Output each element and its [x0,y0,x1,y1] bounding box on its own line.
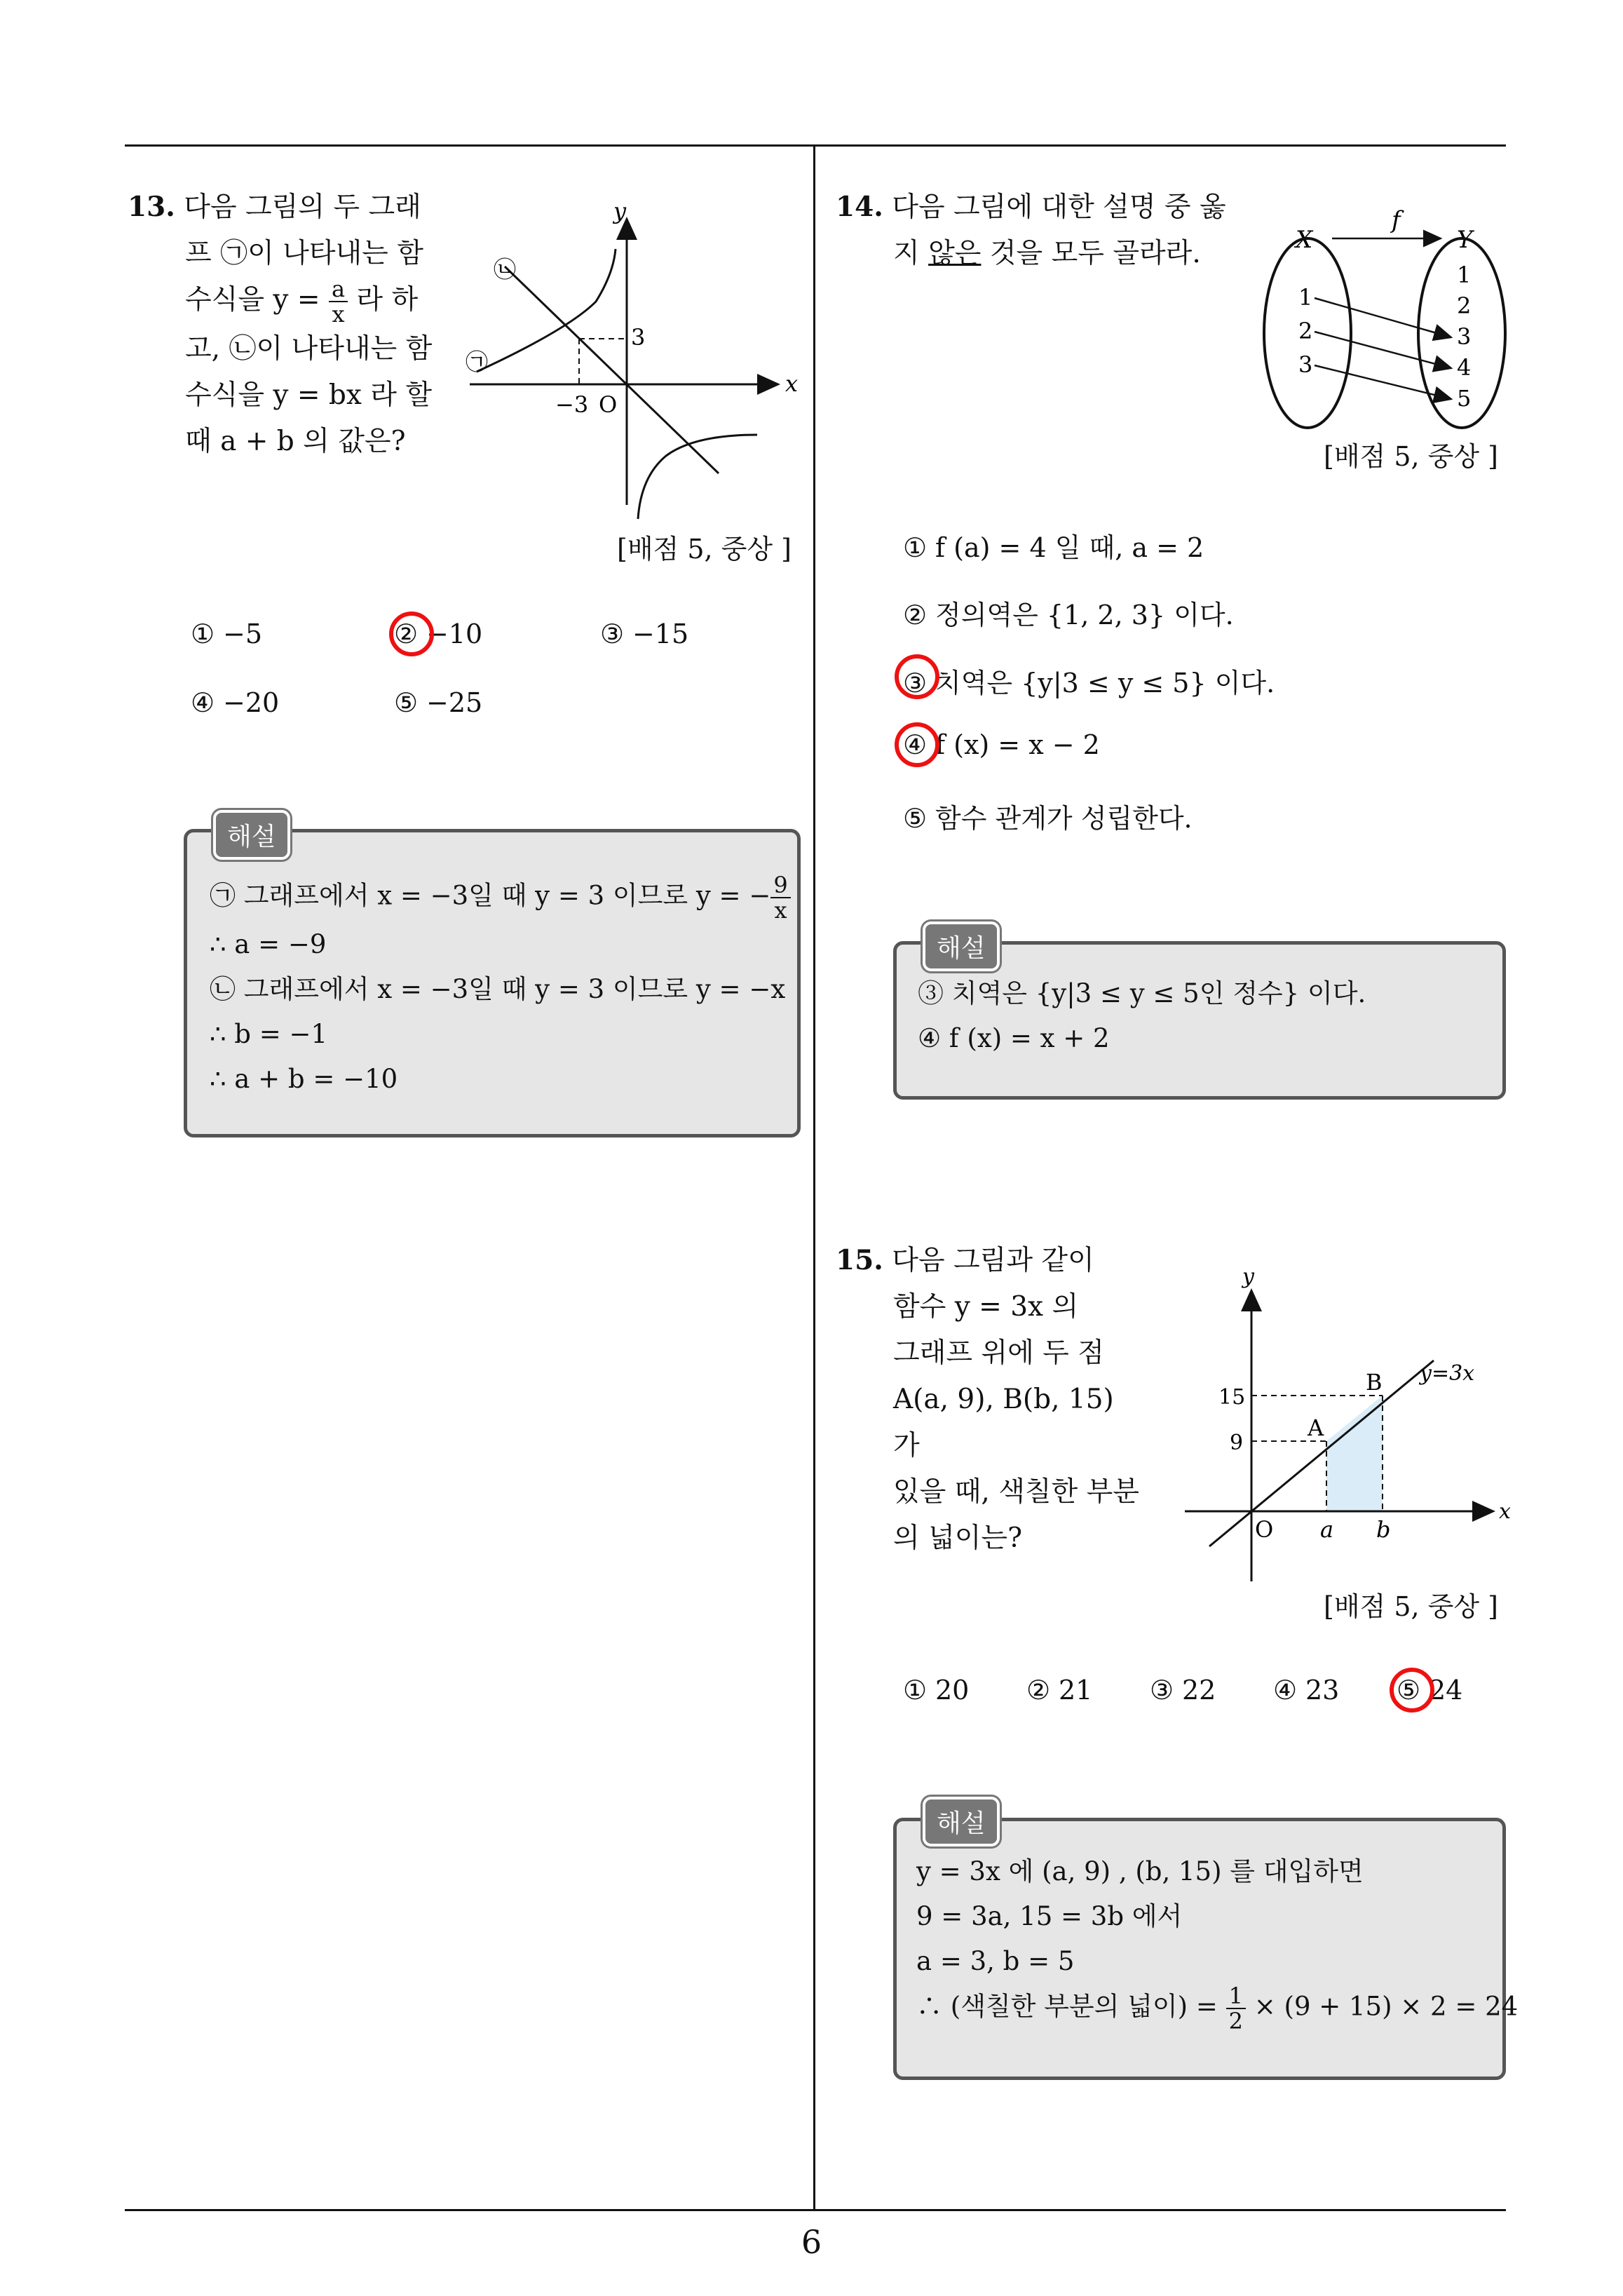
q13-choice-2-mark: ② [394,619,419,649]
q15-choice-5-mark: ⑤ [1397,1675,1421,1706]
q13-choice-5-value: −25 [426,687,483,718]
q13-x-label: x [785,370,799,397]
q15-point-B: B [1366,1369,1383,1396]
q15-sol-frac-num: 1 [1226,1984,1246,2009]
q13-line-3-post: 라 하 [348,284,419,316]
q13-choice-5[interactable] [394,687,482,718]
q13-y-label: y [613,198,627,224]
q15-points: [배점 5, 중상 ] [1324,1591,1498,1622]
q15-line-5: 있을 때, 색칠한 부분 [893,1476,1139,1508]
q13-choice-2-value: −10 [426,619,483,649]
q14-codomain-4: 4 [1457,354,1472,381]
q15-tick-a: a [1320,1516,1334,1543]
q15-answer-circle [1390,1668,1434,1713]
q14-codomain-3: 3 [1457,323,1472,350]
q14-sol-line-1: ③ 치역은 {y|3 ≤ y ≤ 5인 정수} 이다. [918,978,1366,1008]
q15-choice-1-value: 20 [935,1675,970,1706]
q14-choice-2-value: 정의역은 {1, 2, 3} 이다. [935,600,1234,630]
q14-mapping-diagram [1248,200,1521,445]
q14-solution-tab: 해설 [923,921,1000,971]
q14-choice-4-value: f (x) = x − 2 [935,729,1100,760]
q13-solution-tab: 해설 [213,810,290,860]
q13-choice-5-mark: ⑤ [394,687,419,718]
q14-codomain-2: 2 [1457,292,1472,319]
q13-points: [배점 5, 중상 ] [617,534,792,565]
q13-line-3 [128,277,436,326]
q14-choice-1-mark: ① [903,532,928,563]
q15-sol-frac-den: 2 [1228,2008,1243,2034]
q13-line-4: 고, ㉡이 나타내는 함 [185,333,433,365]
q13-fraction [329,277,348,326]
q13-answer-circle [389,612,434,656]
q15-choice-3-value: 22 [1182,1675,1216,1706]
q15-sol-fraction [1226,1984,1246,2033]
q13-sol-frac-num: 9 [770,873,790,898]
q15-line-4: A(a, 9), B(b, 15) 가 [893,1384,1114,1461]
q13-curve-1b [638,435,757,519]
q15-solution-box [893,1818,1519,2080]
q13-sol-line-3: ㉡ 그래프에서 x = −3일 때 y = 3 이므로 y = −x [210,974,786,1004]
q14-points: [배점 5, 중상 ] [1324,441,1498,472]
q15-solution-tab: 해설 [923,1797,1000,1846]
q13-frac-num: a [329,277,348,302]
q14-domain-3: 3 [1298,351,1313,378]
q13-sol-line-1 [210,873,791,922]
q13-line-2: 프 ㉠이 나타내는 함 [185,238,423,269]
q14-map-2 [1315,332,1451,368]
q14-domain-1: 1 [1298,284,1313,311]
q13-line-1: 다음 그림의 두 그래 [184,191,421,223]
q15-choice-5-value: 24 [1429,1675,1463,1706]
q15-point-A: A [1308,1414,1324,1441]
q15-choice-3-mark: ③ [1150,1675,1174,1706]
q14-choice-2-mark: ② [903,600,928,630]
q13-number: 13. [128,191,175,223]
q14-codomain-1: 1 [1457,262,1472,288]
top-rule [125,144,1506,147]
q14-choice-3-mark: ③ [903,668,928,698]
q14-line-2 [836,231,1228,277]
q15-sol-line-2: 9 = 3a, 15 = 3b 에서 [916,1901,1183,1931]
q15-line-1: 다음 그림과 같이 [892,1245,1094,1276]
q13-sol-line-4: ∴ b = −1 [210,1019,328,1049]
q13-stem [128,184,436,465]
q13-tick-3: 3 [631,324,646,351]
q15-tick-15: 15 [1218,1385,1246,1410]
q14-choice-1-value: f (a) = 4 일 때, a = 2 [935,532,1204,563]
q13-choice-1[interactable] [191,619,262,649]
q15-sol-line-4-post: × (9 + 15) × 2 = 24 [1245,1991,1519,2022]
q14-codomain-5: 5 [1457,385,1472,412]
q15-choice-4-mark: ④ [1273,1675,1298,1706]
q14-choice-5[interactable] [903,797,1193,835]
q14-choice-2[interactable] [903,593,1234,632]
q15-choice-3[interactable] [1150,1675,1216,1706]
q15-choice-4[interactable] [1273,1675,1339,1706]
q14-map-1 [1315,298,1451,337]
q15-choice-2-mark: ② [1026,1675,1051,1706]
q13-solution-box [184,829,801,1137]
q15-choice-4-value: 23 [1305,1675,1340,1706]
q15-shaded-region [1326,1396,1383,1511]
q14-map-3 [1315,365,1451,399]
q14-choice-5-value: 함수 관계가 성립한다. [935,803,1193,834]
q15-tick-9: 9 [1230,1431,1244,1455]
q13-sol-line-1-pre: ㉠ 그래프에서 x = −3일 때 y = 3 이므로 y = − [210,880,771,911]
q13-choice-1-mark: ① [191,619,215,649]
q13-choice-1-value: −5 [223,619,263,649]
q15-line-3: 그래프 위에 두 점 [893,1337,1104,1369]
q14-underlined-word: 않은 [928,238,982,269]
q14-choice-3[interactable] [903,661,1275,700]
q13-curve1-label: ㉠ [465,349,489,375]
q14-Y-label: Y [1457,226,1473,254]
q13-choice-3-mark: ③ [600,619,625,649]
q13-curve2-label: ㉡ [493,256,517,283]
q15-number: 15. [836,1244,883,1276]
q13-choice-4[interactable] [191,687,279,718]
q15-x-label: x [1499,1499,1511,1524]
q14-line-1: 다음 그림에 대한 설명 중 옳 [892,191,1226,223]
q14-sol-line-2: ④ f (x) = x + 2 [918,1023,1110,1053]
q15-sol-line-3: a = 3, b = 5 [916,1946,1075,1976]
bottom-rule [125,2209,1506,2211]
q14-answer-circle-4 [895,722,939,767]
q13-line-3-pre: 수식을 y = [185,284,329,316]
q15-tick-b: b [1376,1516,1391,1543]
q13-sol-line-5: ∴ a + b = −10 [210,1064,398,1094]
q14-choice-4-mark: ④ [903,729,928,760]
q14-number: 14. [836,191,883,223]
q13-sol-line-2: ∴ a = −9 [210,929,327,959]
q15-graph [1178,1255,1514,1592]
q15-y-label: y [1242,1264,1254,1289]
q14-choice-3-value: 치역은 {y|3 ≤ y ≤ 5} 이다. [935,668,1275,698]
q15-sol-line-4 [916,1984,1518,2033]
q14-domain-2: 2 [1298,318,1313,344]
q13-line-5: 수식을 y = bx 라 할 [185,379,433,411]
column-divider [813,146,815,2209]
q13-choice-3[interactable] [600,619,688,649]
q13-choice-4-value: −20 [223,687,280,718]
q15-sol-line-1: y = 3x 에 (a, 9) , (b, 15) 를 대입하면 [916,1856,1364,1886]
q15-choice-1-mark: ① [903,1675,928,1706]
q15-stem [836,1237,1144,1562]
q15-line-2: 함수 y = 3x 의 [893,1291,1079,1323]
q15-choice-1[interactable] [903,1675,969,1706]
q15-choice-2[interactable] [1026,1675,1092,1706]
q13-choice-4-mark: ④ [191,687,215,718]
q13-sol-frac-den: x [774,897,787,924]
q14-line-2-post: 것을 모두 골라라. [981,238,1201,269]
q13-sol-fraction [770,873,790,922]
q13-tick-neg3: −3 [555,391,589,418]
q13-origin-label: O [599,391,618,418]
q15-sol-line-4-pre: ∴ (색칠한 부분의 넓이) = [916,1991,1226,2022]
q14-line-2-pre: 지 [893,238,929,269]
q13-frac-den: x [332,301,345,327]
q14-choice-1[interactable] [903,526,1204,565]
page-number: 6 [801,2223,822,2261]
q13-graph [463,196,813,547]
q14-X-label: X [1296,226,1313,254]
q15-line-6: 의 넓이는? [893,1522,1023,1554]
q13-line-6: 때 a + b 의 값은? [185,426,406,457]
q14-f-label: f [1392,206,1401,234]
q14-choice-5-mark: ⑤ [903,803,928,834]
q15-origin-label: O [1255,1516,1274,1543]
q14-answer-circle-3 [895,654,939,699]
q13-line-2 [505,266,719,473]
q15-line-label: y=3x [1420,1361,1475,1386]
q14-stem [836,184,1228,277]
q15-choice-2-value: 21 [1059,1675,1093,1706]
q13-choice-3-value: −15 [632,619,689,649]
